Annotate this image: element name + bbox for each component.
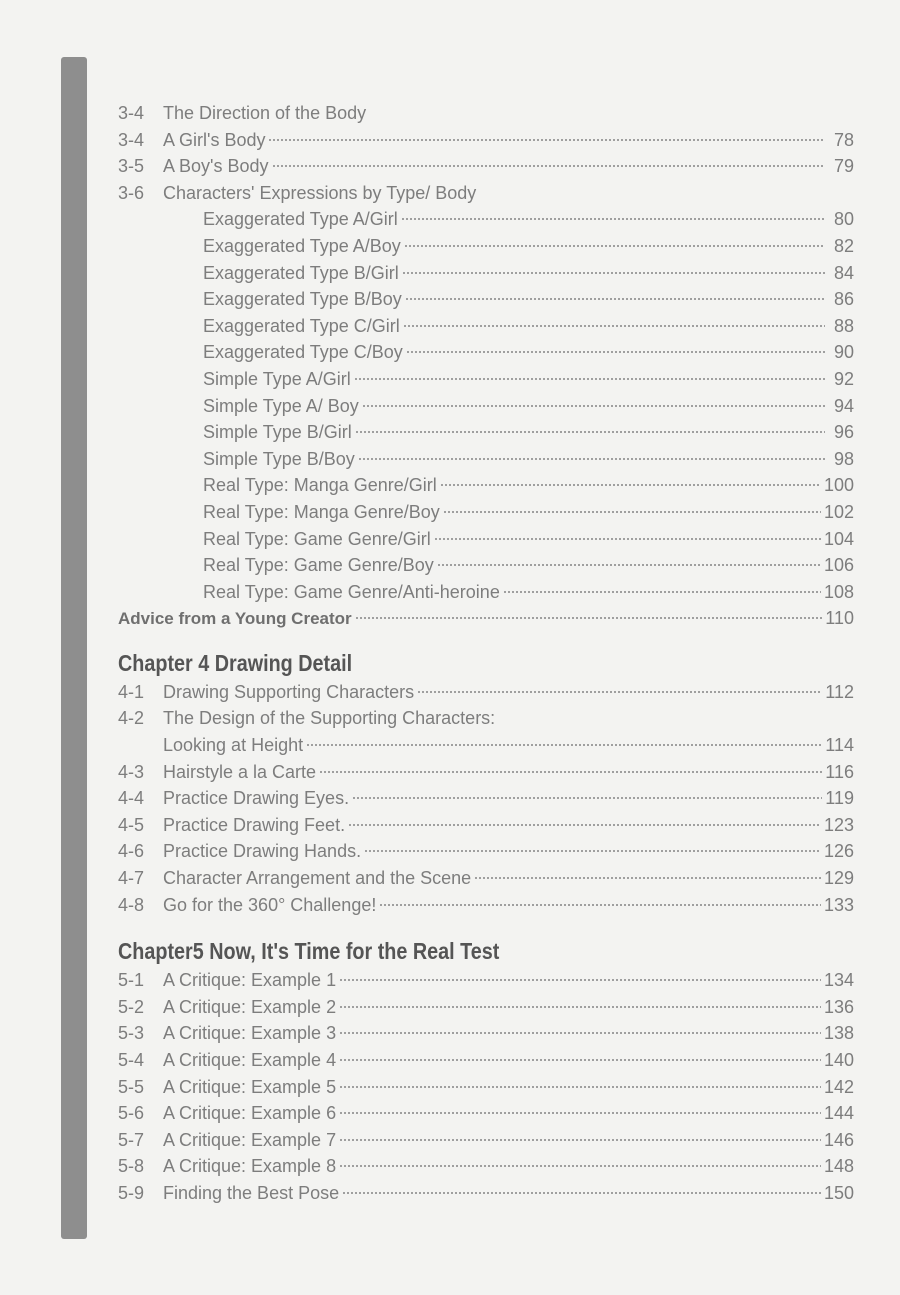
entry-page: 119 xyxy=(825,788,854,809)
dot-leader xyxy=(401,218,825,220)
entry-title: A Critique: Example 3 xyxy=(163,1023,337,1044)
entry-page: 90 xyxy=(833,342,854,363)
toc-entry[interactable] xyxy=(118,759,854,786)
entry-title: Practice Drawing Feet. xyxy=(163,814,346,835)
dot-leader xyxy=(358,458,825,460)
dot-leader xyxy=(403,325,825,327)
entry-page: 129 xyxy=(823,868,854,889)
dot-leader xyxy=(339,979,821,981)
dot-leader xyxy=(355,617,823,619)
entry-page: 123 xyxy=(823,814,854,835)
entry-title: Exaggerated Type A/Boy xyxy=(203,235,401,256)
toc-subentry[interactable] xyxy=(118,286,854,313)
entry-number: 3-4 xyxy=(118,129,145,150)
entry-title: A Critique: Example 5 xyxy=(163,1076,337,1097)
toc-subentry[interactable] xyxy=(118,552,854,579)
entry-page: 92 xyxy=(833,368,854,389)
toc-subentry[interactable] xyxy=(118,233,854,260)
entry-number: 4-6 xyxy=(118,841,145,862)
entry-page: 110 xyxy=(825,608,854,629)
toc-entry[interactable] xyxy=(118,1020,854,1047)
entry-number: 5-5 xyxy=(118,1076,145,1097)
toc-entry[interactable] xyxy=(118,865,854,892)
entry-title: The Direction of the Body xyxy=(163,103,367,123)
entry-title: Simple Type A/ Boy xyxy=(203,395,359,416)
toc-entry[interactable] xyxy=(118,1180,854,1207)
dot-leader xyxy=(404,245,825,247)
toc-entry[interactable] xyxy=(118,732,854,759)
dot-leader xyxy=(339,1139,821,1141)
toc-subentry[interactable] xyxy=(118,419,854,446)
entry-page: 100 xyxy=(823,475,854,496)
toc-entry[interactable] xyxy=(118,812,854,839)
dot-leader xyxy=(272,165,826,167)
chapter-heading: Chapter 4 Drawing Detail xyxy=(118,649,353,676)
dot-leader xyxy=(434,538,821,540)
entry-number: 5-4 xyxy=(118,1050,145,1070)
entry-title: Real Type: Game Genre/Anti-heroine xyxy=(203,581,500,602)
dot-leader xyxy=(503,591,821,593)
entry-page: 136 xyxy=(823,996,854,1017)
entry-title: Real Type: Manga Genre/Boy xyxy=(203,501,440,522)
entry-page: 133 xyxy=(823,894,854,915)
entry-page: 138 xyxy=(823,1023,854,1044)
dot-leader xyxy=(402,272,825,274)
entry-page: 146 xyxy=(823,1129,854,1150)
dot-leader xyxy=(379,904,821,906)
dot-leader xyxy=(339,1112,821,1114)
entry-title: Simple Type A/Girl xyxy=(203,368,351,389)
dot-leader xyxy=(440,484,821,486)
dot-leader xyxy=(362,405,825,407)
toc-entry[interactable] xyxy=(118,180,854,207)
entry-page: 94 xyxy=(833,395,854,416)
entry-title: Advice from a Young Creator xyxy=(118,609,352,629)
entry-number: 5-2 xyxy=(118,996,145,1017)
entry-page: 134 xyxy=(823,970,854,991)
toc-subentry[interactable] xyxy=(118,260,854,287)
entry-page: 112 xyxy=(825,681,854,702)
entry-page: 98 xyxy=(833,448,854,469)
dot-leader xyxy=(474,877,821,879)
entry-page: 104 xyxy=(823,528,854,549)
entry-number: 4-5 xyxy=(118,814,145,835)
entry-title: Finding the Best Pose xyxy=(163,1182,340,1203)
entry-page: 142 xyxy=(823,1076,854,1097)
entry-page: 78 xyxy=(833,129,854,150)
entry-page: 126 xyxy=(823,841,854,862)
entry-title: Characters' Expressions by Type/ Body xyxy=(163,182,477,203)
entry-title: Looking at Height xyxy=(163,735,304,756)
entry-page: 106 xyxy=(823,555,854,576)
entry-page: 82 xyxy=(833,235,854,256)
table-of-contents xyxy=(118,100,854,1207)
entry-title: A Critique: Example 1 xyxy=(163,970,337,991)
entry-title: A Girl's Body xyxy=(163,129,266,150)
entry-page: 79 xyxy=(833,156,854,177)
toc-subentry[interactable] xyxy=(118,313,854,340)
entry-title: A Critique: Example 8 xyxy=(163,1156,337,1177)
dot-leader xyxy=(355,431,825,433)
entry-title: A Critique: Example 6 xyxy=(163,1103,337,1124)
entry-title: Real Type: Manga Genre/Girl xyxy=(203,475,437,496)
entry-title: A Critique: Example 2 xyxy=(163,996,337,1017)
dot-leader xyxy=(268,139,825,141)
entry-number: 4-4 xyxy=(118,788,145,809)
toc-subentry[interactable] xyxy=(118,499,854,526)
entry-page: 144 xyxy=(823,1103,854,1124)
toc-entry[interactable] xyxy=(118,100,854,127)
entry-title: Practice Drawing Eyes. xyxy=(163,788,350,809)
entry-title: A Critique: Example 7 xyxy=(163,1129,337,1150)
entry-number: 4-3 xyxy=(118,761,145,782)
entry-number: 3-4 xyxy=(118,103,145,123)
toc-entry[interactable] xyxy=(118,153,854,180)
dot-leader xyxy=(348,824,821,826)
entry-page: 86 xyxy=(833,289,854,310)
toc-subentry[interactable] xyxy=(118,472,854,499)
entry-number: 3-5 xyxy=(118,156,145,177)
toc-entry[interactable] xyxy=(118,994,854,1021)
toc-subentry[interactable] xyxy=(118,393,854,420)
toc-subentry[interactable] xyxy=(118,339,854,366)
entry-number: 3-6 xyxy=(118,182,145,203)
entry-title: A Critique: Example 4 xyxy=(163,1050,337,1070)
entry-title: Simple Type B/Boy xyxy=(203,448,355,469)
entry-title: Hairstyle a la Carte xyxy=(163,761,317,782)
entry-title: Practice Drawing Hands. xyxy=(163,841,362,862)
entry-title: Exaggerated Type C/Boy xyxy=(203,342,403,363)
entry-title: Go for the 360° Challenge! xyxy=(163,894,377,915)
entry-title: Exaggerated Type A/Girl xyxy=(203,209,398,230)
toc-entry[interactable] xyxy=(118,705,854,732)
toc-entry-advice[interactable] xyxy=(118,605,854,632)
dot-leader xyxy=(306,744,822,746)
toc-entry[interactable] xyxy=(118,785,854,812)
entry-number: 4-2 xyxy=(118,708,145,729)
entry-number: 5-3 xyxy=(118,1023,145,1044)
dot-leader xyxy=(417,691,822,693)
entry-number: 4-7 xyxy=(118,868,145,889)
entry-page: 96 xyxy=(833,422,854,443)
dot-leader xyxy=(339,1086,821,1088)
entry-title: Exaggerated Type B/Girl xyxy=(203,262,399,283)
toc-entry[interactable] xyxy=(118,1074,854,1101)
toc-subentry[interactable] xyxy=(118,446,854,473)
entry-page: 80 xyxy=(833,209,854,230)
toc-entry[interactable] xyxy=(118,679,854,706)
toc-entry[interactable] xyxy=(118,1047,854,1074)
binding-edge xyxy=(61,57,87,1239)
toc-subentry[interactable] xyxy=(118,366,854,393)
entry-title: Exaggerated Type C/Girl xyxy=(203,315,400,336)
entry-page: 88 xyxy=(833,315,854,336)
dot-leader xyxy=(339,1032,821,1034)
entry-page: 84 xyxy=(833,262,854,283)
toc-subentry[interactable] xyxy=(118,206,854,233)
entry-number: 4-1 xyxy=(118,681,145,702)
dot-leader xyxy=(339,1059,821,1061)
toc-entry[interactable] xyxy=(118,838,854,865)
toc-entry[interactable] xyxy=(118,1100,854,1127)
dot-leader xyxy=(339,1006,821,1008)
dot-leader xyxy=(364,850,821,852)
entry-title: Simple Type B/Girl xyxy=(203,422,352,443)
entry-number: 5-8 xyxy=(118,1156,145,1177)
dot-leader xyxy=(405,298,825,300)
dot-leader xyxy=(319,771,822,773)
entry-title: Real Type: Game Genre/Girl xyxy=(203,528,431,549)
entry-page: 148 xyxy=(823,1156,854,1177)
dot-leader xyxy=(342,1192,821,1194)
dot-leader xyxy=(354,378,825,380)
dot-leader xyxy=(406,351,825,353)
entry-title: Exaggerated Type B/Boy xyxy=(203,289,402,310)
entry-title: Real Type: Game Genre/Boy xyxy=(203,555,434,576)
dot-leader xyxy=(339,1165,821,1167)
entry-page: 150 xyxy=(823,1182,854,1203)
entry-page: 140 xyxy=(823,1050,854,1070)
entry-page: 114 xyxy=(825,735,854,756)
toc-subentry[interactable] xyxy=(118,526,854,553)
entry-page: 108 xyxy=(823,581,854,602)
entry-number: 5-7 xyxy=(118,1129,145,1150)
entry-page: 116 xyxy=(825,761,854,782)
entry-title: Character Arrangement and the Scene xyxy=(163,868,472,889)
entry-title: Drawing Supporting Characters xyxy=(163,681,415,702)
toc-entry[interactable] xyxy=(118,127,854,154)
toc-entry[interactable] xyxy=(118,1127,854,1154)
entry-page: 102 xyxy=(823,501,854,522)
entry-number: 5-1 xyxy=(118,970,145,991)
entry-number: 4-8 xyxy=(118,894,145,915)
toc-subentry[interactable] xyxy=(118,579,854,606)
entry-title: A Boy's Body xyxy=(163,156,269,177)
toc-entry[interactable] xyxy=(118,892,854,919)
toc-entry[interactable] xyxy=(118,1153,854,1180)
dot-leader xyxy=(352,797,822,799)
dot-leader xyxy=(437,564,821,566)
entry-number: 5-6 xyxy=(118,1103,145,1124)
chapter-heading: Chapter5 Now, It's Time for the Real Test xyxy=(118,938,500,965)
toc-entry[interactable] xyxy=(118,967,854,994)
entry-number: 5-9 xyxy=(118,1182,145,1203)
dot-leader xyxy=(443,511,821,513)
entry-title: The Design of the Supporting Characters: xyxy=(163,708,496,729)
